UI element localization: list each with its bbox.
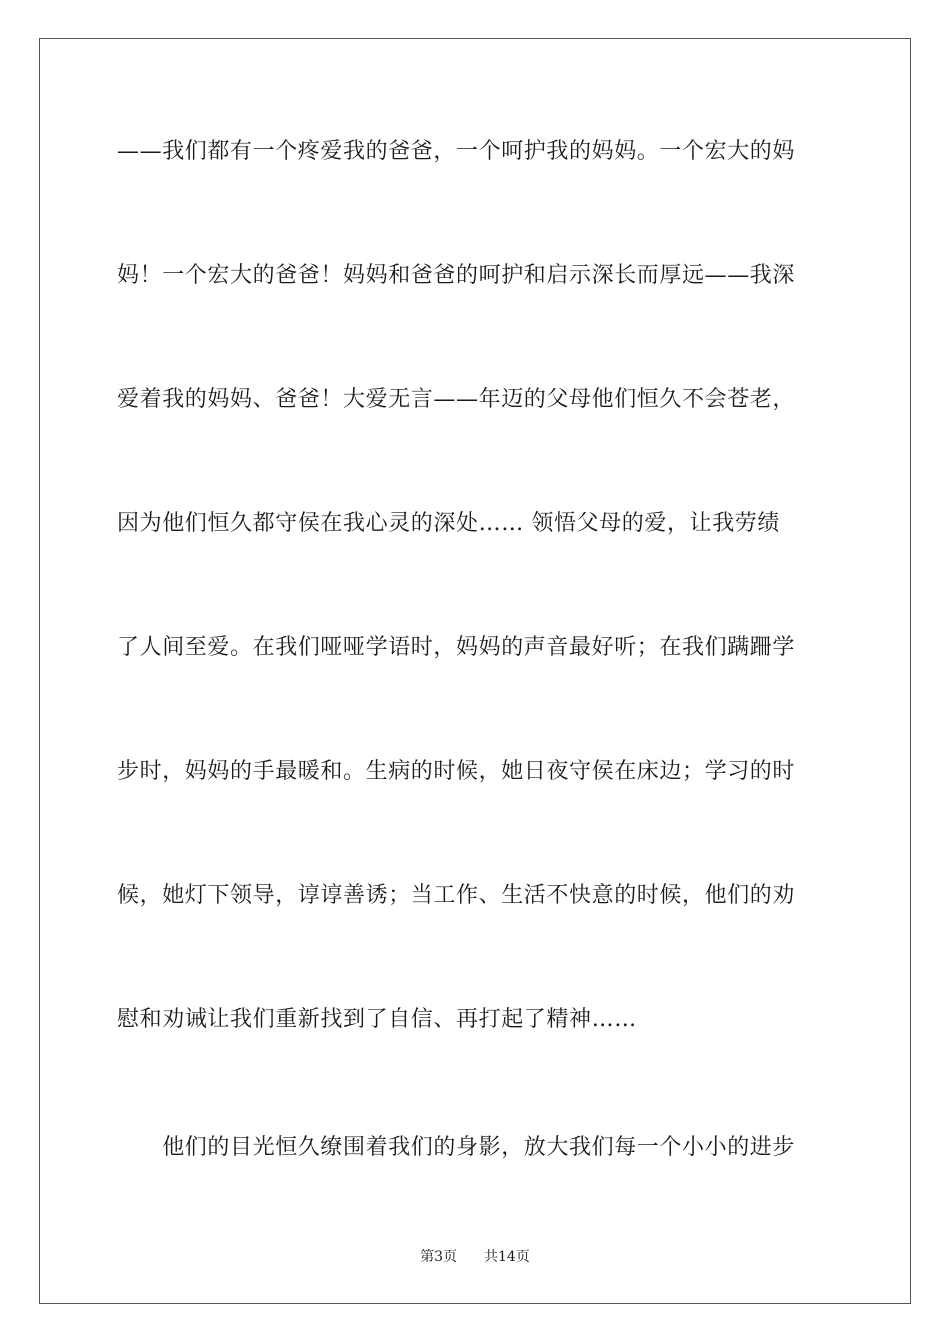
page-number: 第3页 (420, 1249, 458, 1265)
body-line-9: 他们的目光恒久缭围着我们的身影，放大我们每一个小小的进步 (117, 1135, 796, 1160)
body-line-2: 妈！一个宏大的爸爸！妈妈和爸爸的呵护和启示深长而厚远——我深 (117, 263, 796, 288)
body-line-8: 慰和劝诫让我们重新找到了自信、再打起了精神…… (117, 1007, 637, 1032)
page-total: 共14页 (484, 1249, 530, 1265)
body-line-7: 候，她灯下领导，谆谆善诱；当工作、生活不快意的时候，他们的劝 (117, 883, 796, 908)
body-line-3: 爱着我的妈妈、爸爸！大爱无言——年迈的父母他们恒久不会苍老， (117, 387, 796, 412)
body-line-4: 因为他们恒久都守侯在我心灵的深处…… 领悟父母的爱，让我劳绩 (117, 511, 780, 536)
body-line-6: 步时，妈妈的手最暖和。生病的时候，她日夜守侯在床边；学习的时 (117, 759, 796, 784)
page-footer (0, 1246, 950, 1266)
body-line-5: 了人间至爱。在我们哑哑学语时，妈妈的声音最好听；在我们蹒跚学 (117, 635, 796, 660)
document-body (117, 130, 833, 1250)
body-line-1: ——我们都有一个疼爱我的爸爸，一个呵护我的妈妈。一个宏大的妈 (117, 139, 796, 164)
